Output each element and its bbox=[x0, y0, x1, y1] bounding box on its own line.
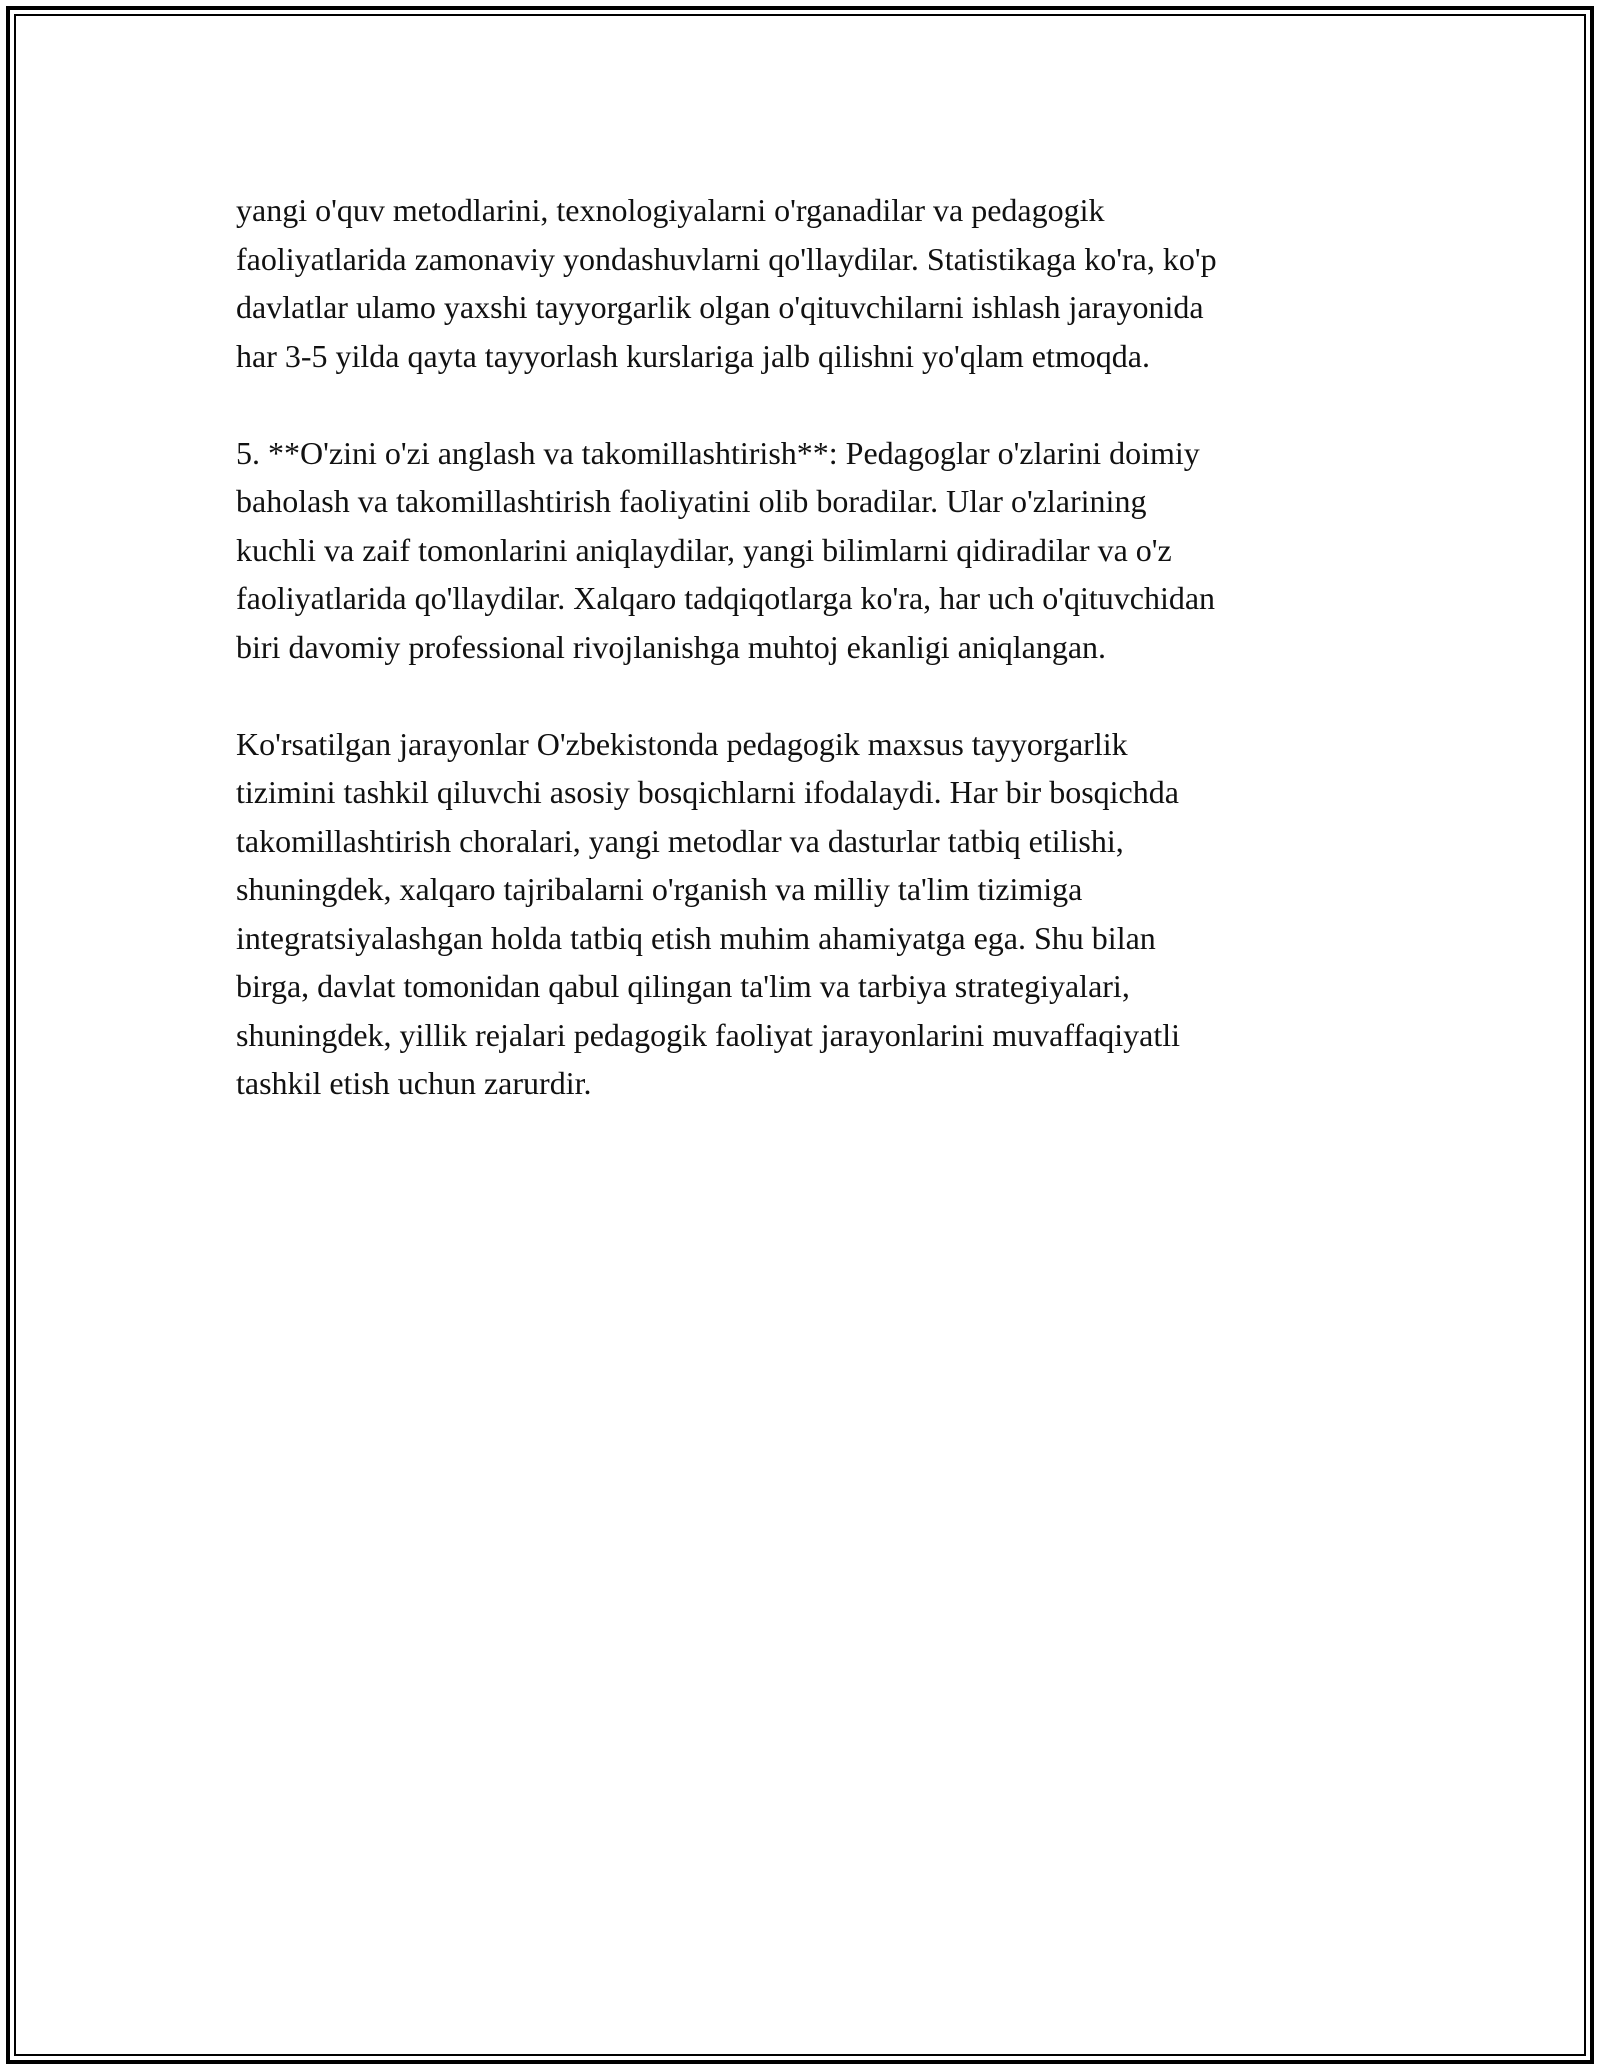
text-line: birga, davlat tomonidan qabul qilingan ta'lim va tarbiya strategiyalari, bbox=[236, 968, 1130, 1004]
paragraph-continuation bbox=[236, 186, 1396, 380]
text-line: baholash va takomillashtirish faoliyatini olib boradilar. Ular o'zlarining bbox=[236, 483, 1147, 519]
text-line: har 3-5 yilda qayta tayyorlash kurslariga jalb qilishni yo'qlam etmoqda. bbox=[236, 337, 1150, 374]
text-line: 5. **O'zini o'zi anglash va takomillashtirish**: Pedagoglar o'zlarini doimiy bbox=[236, 434, 1200, 471]
paragraph-self-awareness bbox=[236, 429, 1396, 672]
text-line: yangi o'quv metodlarini, texnologiyalarni o'rganadilar va pedagogik bbox=[236, 192, 1105, 228]
text-line: Ko'rsatilgan jarayonlar O'zbekistonda pedagogik maxsus tayyorgarlik bbox=[236, 725, 1128, 762]
document-body bbox=[236, 186, 1396, 1156]
text-line: tizimini tashkil qiluvchi asosiy bosqichlarni ifodalaydi. Har bir bosqichda bbox=[236, 774, 1179, 810]
paragraph-conclusion bbox=[236, 720, 1396, 1108]
text-line: shuningdek, xalqaro tajribalarni o'rganish va milliy ta'lim tizimiga bbox=[236, 871, 1083, 907]
text-line: faoliyatlarida zamonaviy yondashuvlarni qo'llaydilar. Statistikaga ko'ra, ko'p bbox=[236, 240, 1217, 277]
text-line: kuchli va zaif tomonlarini aniqlaydilar, yangi bilimlarni qidiradilar va o'z bbox=[236, 531, 1172, 568]
text-line: shuningdek, yillik rejalari pedagogik faoliyat jarayonlarini muvaffaqiyatli bbox=[236, 1016, 1181, 1053]
text-line: tashkil etish uchun zarurdir. bbox=[236, 1065, 592, 1101]
text-line: integratsiyalashgan holda tatbiq etish muhim ahamiyatga ega. Shu bilan bbox=[236, 919, 1156, 956]
text-line: takomillashtirish choralari, yangi metodlar va dasturlar tatbiq etilishi, bbox=[236, 822, 1124, 859]
text-line: faoliyatlarida qo'llaydilar. Xalqaro tadqiqotlarga ko'ra, har uch o'qituvchidan bbox=[236, 580, 1216, 616]
text-line: biri davomiy professional rivojlanishga muhtoj ekanligi aniqlangan. bbox=[236, 628, 1107, 665]
text-line: davlatlar ulamo yaxshi tayyorgarlik olgan o'qituvchilarni ishlash jarayonida bbox=[236, 289, 1204, 325]
